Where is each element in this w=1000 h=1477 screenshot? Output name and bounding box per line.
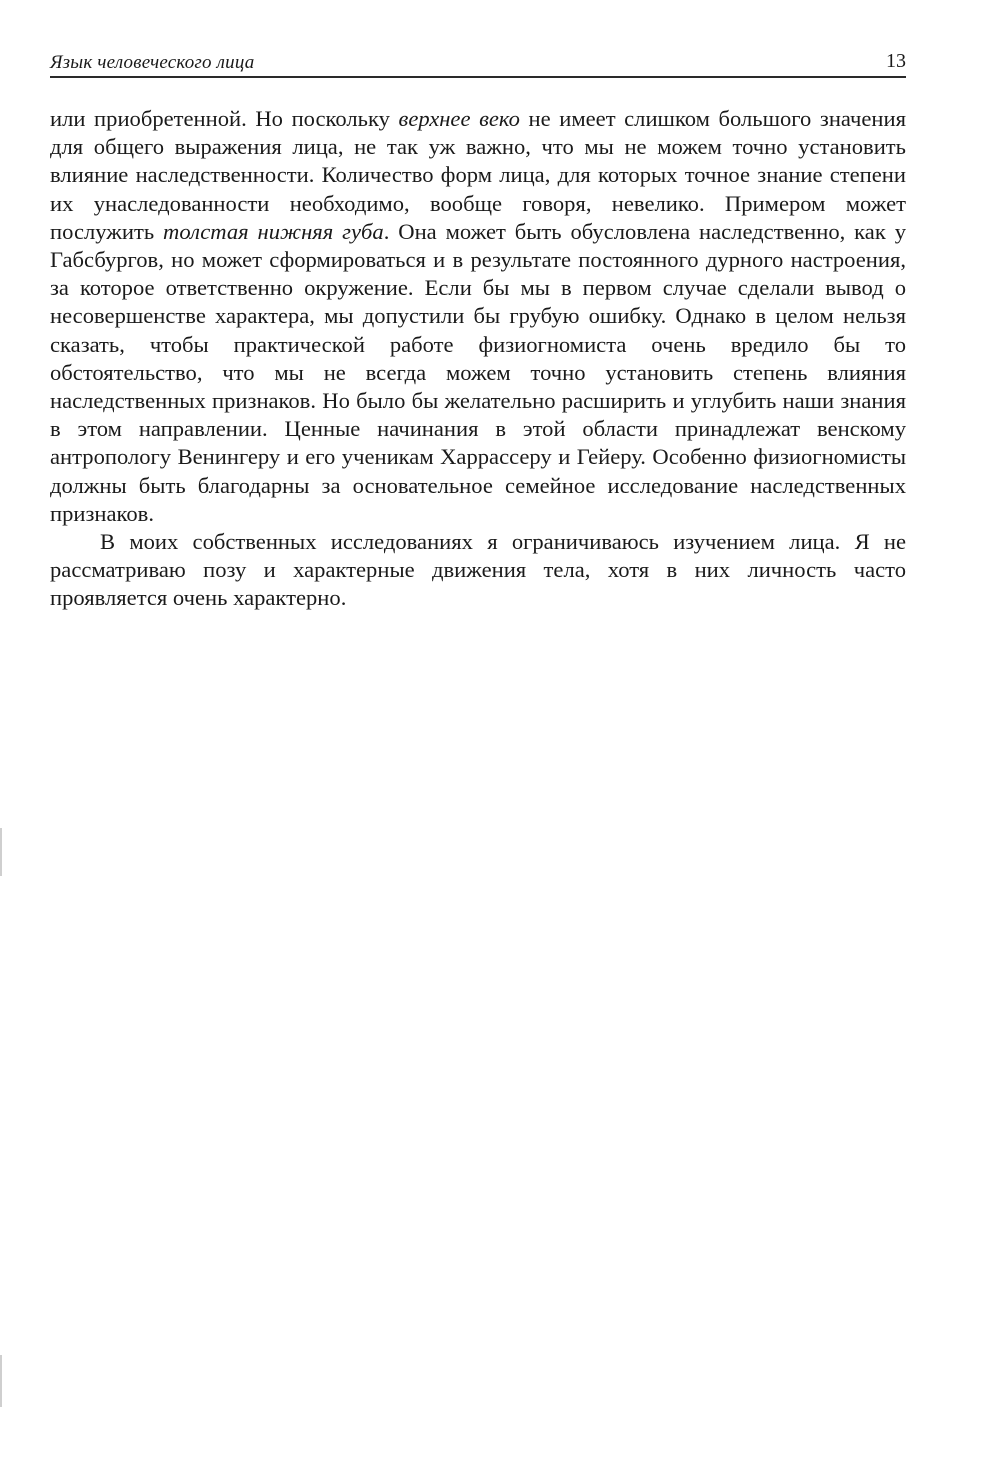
text-segment: . Она может быть обусловлена наследственно, как у Габсбургов, но может сформироваться и в результате постоянного дурного настроения, за которое ответственно окружение. Если бы мы в первом случае сделали вывод о несовершенстве характера, мы допустили бы грубую ошибку. Однако в целом нельзя сказать, чтобы практической работе физиогномиста очень вредило бы то обстоятельство, что мы не всегда можем точно установить степень влияния наследственных признаков. Но было бы желательно расширить и углубить наши знания в этом направлении. Ценные начинания в этой области принадлежат венскому антропологу Венингеру и его ученикам Харрассеру и Гейеру. Особенно физиогномисты должны быть благодарны за основательное семейное исследование наследственных признаков.: [50, 218, 907, 526]
paragraph-2: [50, 528, 906, 613]
paragraph-1: [50, 105, 906, 528]
emphasis-upper-eyelid: верхнее веко: [398, 106, 520, 131]
scan-margin-mark: [0, 828, 2, 876]
emphasis-thick-lower-lip: толстая нижняя губа: [163, 218, 384, 244]
running-title: Язык человеческого лица: [50, 52, 255, 73]
body-text: [50, 105, 906, 613]
text-segment: В моих собственных исследованиях я ограничиваюсь изучением лица. Я не рассматриваю позу и характерные движения тела, хотя в них личность часто проявляется очень характерно.: [50, 529, 906, 611]
scan-margin-mark: [0, 1355, 2, 1407]
text-segment: не имеет слишком большого значения для общего выражения лица, не так уж важно, что мы не можем точно установить влияние наследственности. Количество форм лица, для которых точное знание степени их унаследованности необходимо, вообще говоря, невелико. Примером может послужить: [50, 106, 907, 244]
text-segment: или приобретенной. Но поскольку: [50, 106, 399, 131]
page-number: 13: [886, 50, 906, 72]
running-head: [50, 50, 906, 78]
